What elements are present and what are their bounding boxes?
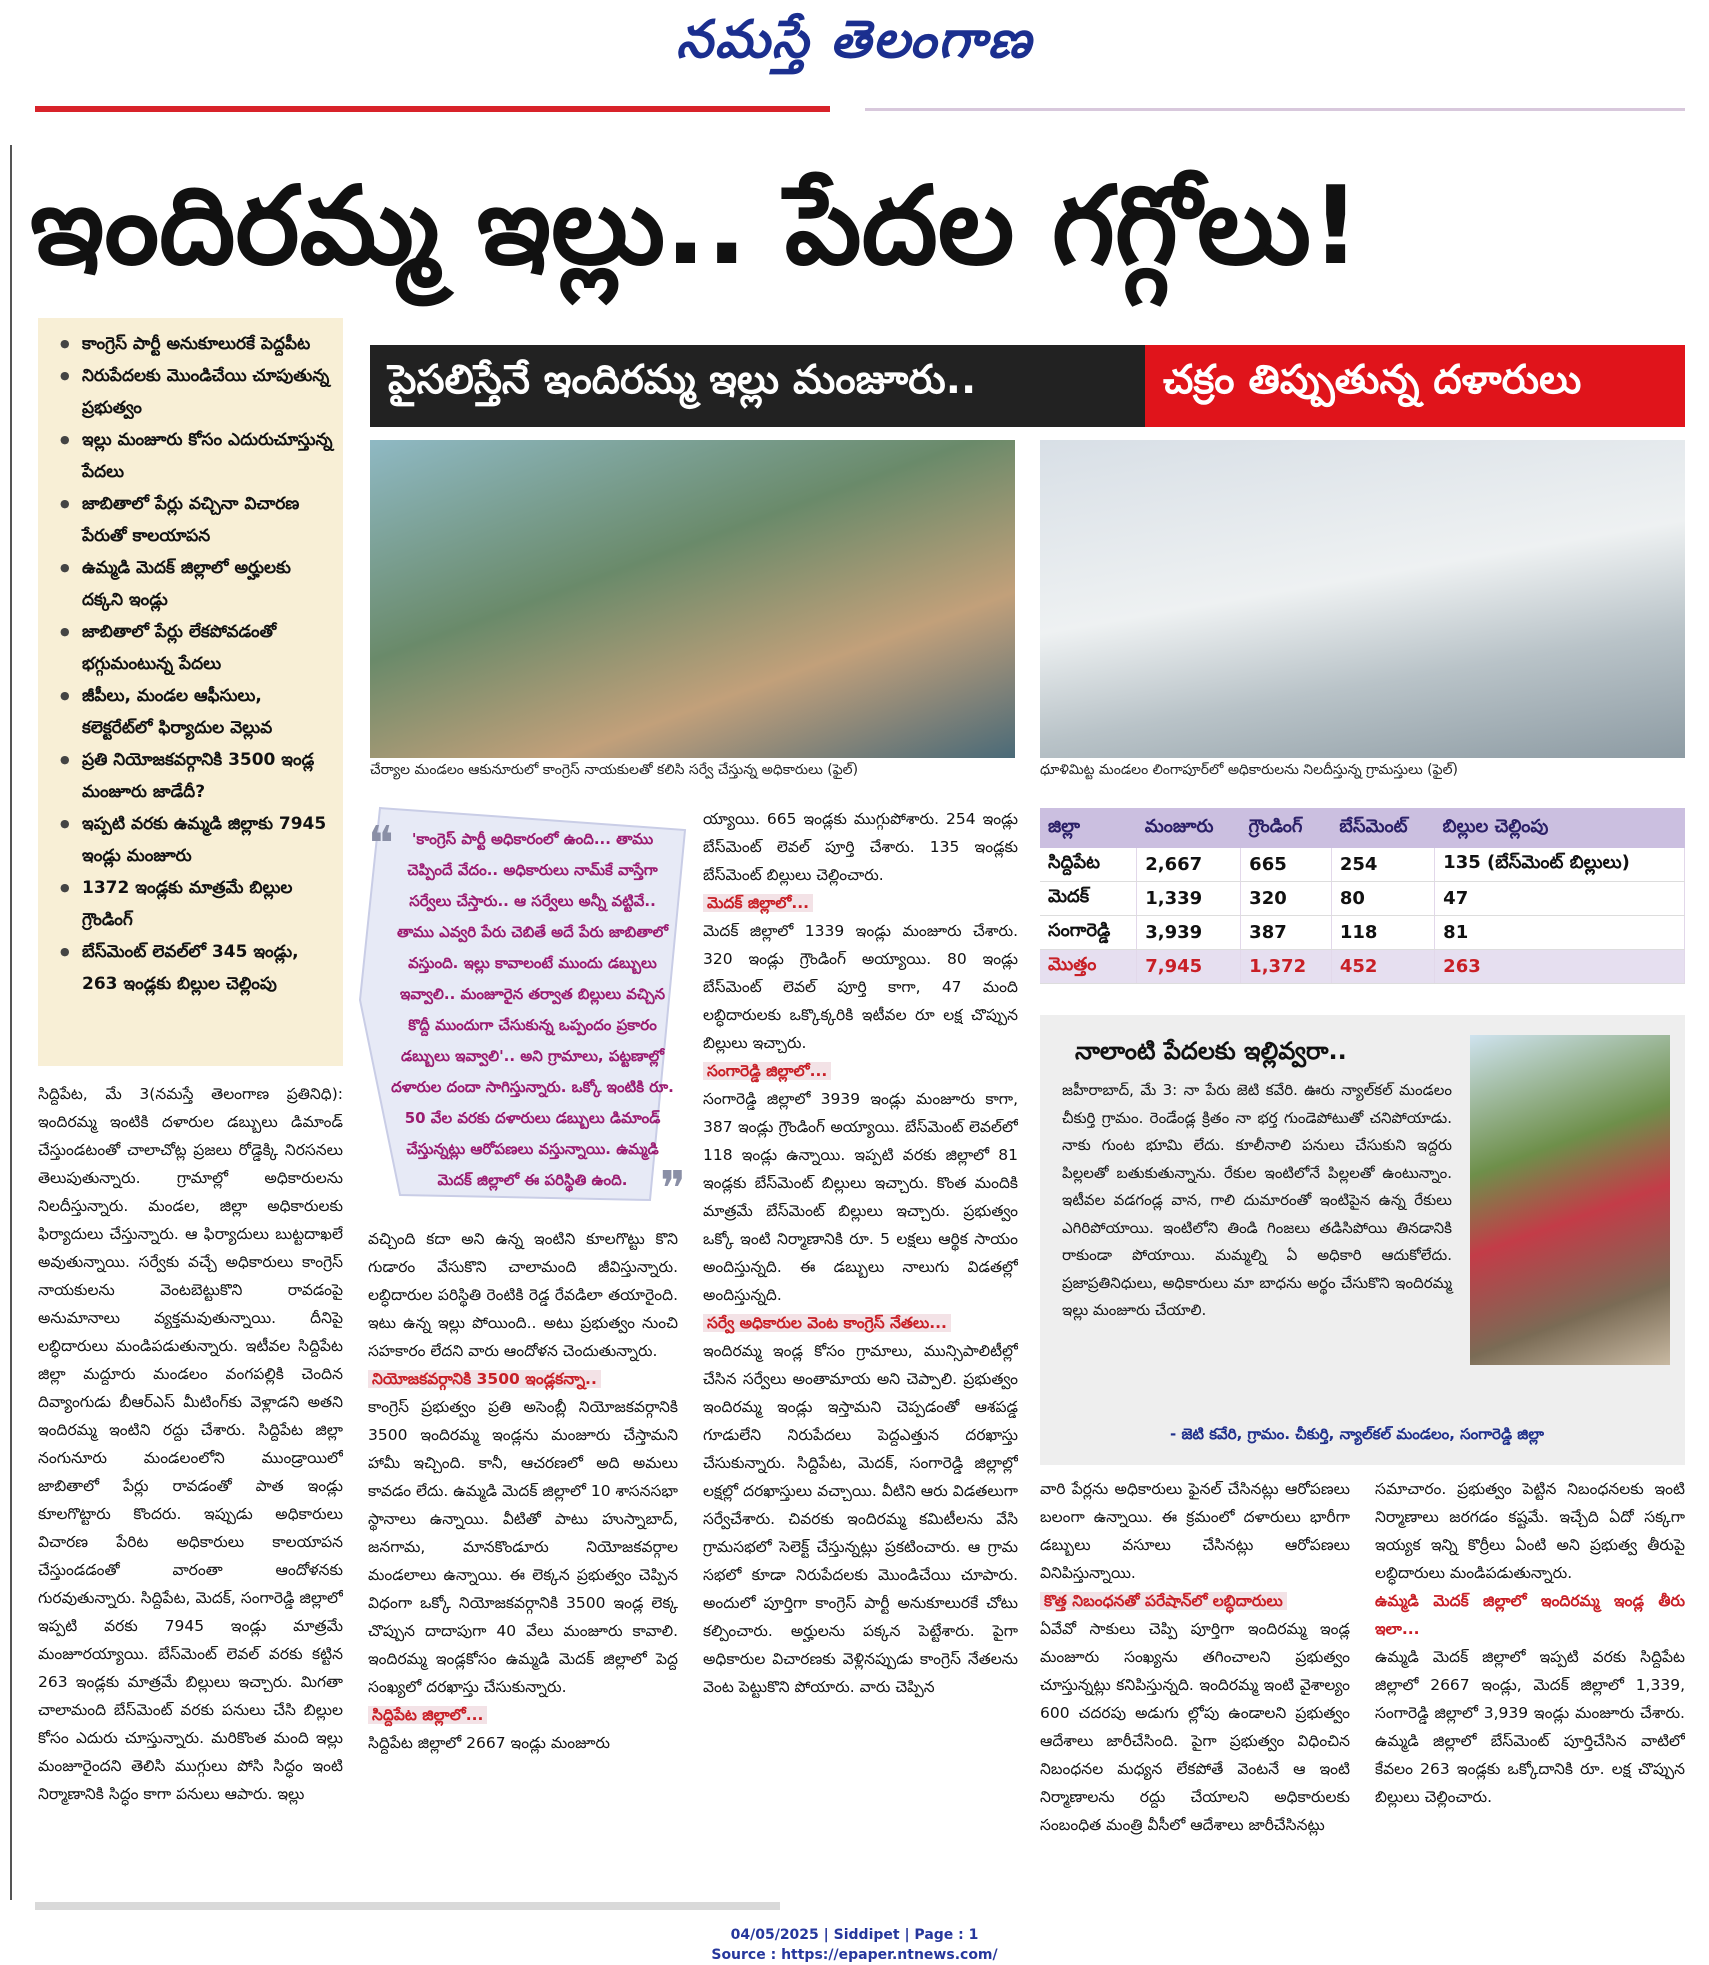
subhead-new-rule: కొత్త నిబంధనతో పరేషాన్‌లో లబ్ధిదారులు (1040, 1592, 1287, 1610)
table-cell: 387 (1241, 916, 1332, 950)
table-total-cell: 1,372 (1241, 950, 1332, 984)
article-column-1 (38, 1080, 343, 1865)
table-cell: మెదక్ (1040, 882, 1137, 916)
article-column-4 (1040, 1475, 1350, 1865)
subheadline-black: పైసలిస్తేనే ఇందిరమ్మ ఇల్లు మంజూరు.. (370, 345, 1145, 427)
table-row (1040, 848, 1685, 882)
article-column-3 (703, 805, 1018, 1865)
table-cell: 135 (బేస్‌మెంట్ బిల్లులు) (1435, 848, 1685, 882)
table-total-row (1040, 950, 1685, 984)
article-text: ఇందిరమ్మ ఇండ్ల కోసం గ్రామాలు, మున్సిపాలిటీల్లో చేసిన సర్వేలు అంతామాయ అని చెప్పాలి. ప్రభుత్వం ఇందిరమ్మ ఇండ్లు ఇస్తామని చెప్పడంతో ఆశపడ్డ గూడులేని నిరుపేదలు పెద్దఎత్తున దరఖాస్తు చేసుకున్నారు. సిద్దిపేట, మెదక్, సంగారెడ్డి జిల్లాల్లో లక్షల్లో దరఖాస్తులు వచ్చాయి. వీటిని ఆరు విడతలుగా సర్వేచేశారు. చివరకు ఇందిరమ్మ కమిటీలను వేసి గ్రామసభలో సెలెక్ట్ చేస్తున్నట్లు ప్రకటించారు. ఆ గ్రామ సభలో కూడా నిరుపేదలకు మొండిచేయి చూపారు. అందులో పూర్తిగా కాంగ్రెస్ పార్టీ అనుకూలురకే చోటు కల్పించారు. అర్హులను పక్కన పెట్టేశారు. పైగా అధికారుల విచారణకు వెళ్లినప్పుడు కాంగ్రెస్ నేతలను వెంట పెట్టుకొని పోయారు. వారు చెప్పిన (703, 1342, 1018, 1696)
page-footer (0, 1925, 1709, 1965)
table-cell: సిద్దిపేట (1040, 848, 1137, 882)
article-text: సమాచారం. ప్రభుత్వం పెట్టిన నిబంధనలకు ఇంటి నిర్మాణాలు జరగడం కష్టమే. ఇచ్చేది ఏదో సక్కగా ఇయ్యక ఇన్ని కొర్రీలు ఏంటి అని ప్రభుత్వ తీరుపై లబ్ధిదారులు మండిపడుతున్నారు. (1375, 1480, 1685, 1582)
photo-left-caption: చేర్యాల మండలం ఆకునూరులో కాంగ్రెస్ నాయకులతో కలిసి సర్వే చేస్తున్న అధికారులు (ఫైల్) (370, 762, 859, 778)
highlight-item: ● ఇప్పటి వరకు ఉమ్మడి జిల్లాకు 7945 ఇండ్లు మంజూరు (60, 808, 335, 872)
article-text: సిద్దిపేట జిల్లాలో 2667 ఇండ్లు మంజూరు (368, 1734, 611, 1752)
photo-villagers-lingapur (1040, 440, 1685, 758)
personal-story-box (1040, 1015, 1685, 1465)
photo-survey-akunuru (370, 440, 1015, 758)
photo-right-caption: ధూళిమిట్ట మండలం లింగాపూర్‌లో అధికారులను నిలదీస్తున్న గ్రామస్తులు (ఫైల్) (1040, 762, 1458, 778)
article-text: వచ్చింది కదా అని ఉన్న ఇంటిని కూలగొట్టు కొని గుడారం వేసుకొని చాలామంది జీవిస్తున్నారు. లబ్ధిదారుల పరిస్థితి రెంటికి రెడ్డ రేవడిలా తయారైంది. ఇటు ఉన్న ఇల్లు పోయింది.. అటు ప్రభుత్వం నుంచి సహకారం లేదని వారు ఆందోళన చెందుతున్నారు. (368, 1230, 678, 1360)
article-text: య్యాయి. 665 ఇండ్లకు ముగ్గుపోశారు. 254 ఇండ్లు బేస్‌మెంట్ లెవల్ పూర్తి చేశారు. 135 ఇండ్లకు బేస్‌మెంట్ బిల్లులు చెల్లించారు. (703, 810, 1018, 884)
table-header-cell: గ్రౌండింగ్ (1241, 808, 1332, 848)
subhead-siddipet: సిద్దిపేట జిల్లాలో... (368, 1706, 487, 1724)
photo-tin-roof-house (1470, 1035, 1670, 1365)
highlight-item: ● ఉమ్మడి మెదక్ జిల్లాలో అర్హులకు దక్కని ఇండ్లు (60, 552, 335, 616)
table-cell: 118 (1331, 916, 1434, 950)
pull-quote-text: 'కాంగ్రెస్ పార్టీ అధికారంలో ఉంది... తాము చెప్పిందే వేదం.. అధికారులు నామ్‌కే వాస్తేగా సర్వేలు చేస్తారు.. ఆ సర్వేలు అన్నీ వట్టివే.. తాము ఎవ్వరి పేరు చెబితే అదే పేరు జాబితాలో వస్తుంది. ఇల్లు కావాలంటే ముందు డబ్బులు ఇవ్వాలి.. మంజూరైన తర్వాత బిల్లులు వచ్చిన కొద్దీ ముందుగా చేసుకున్న ఒప్పందం ప్రకారం డబ్బులు ఇవ్వాలి'.. అని గ్రామాలు, పట్టణాల్లో దళారుల దందా సాగిస్తున్నారు. ఒక్కో ఇంటికి రూ. 50 వేల వరకు దళారులు డబ్బులు డిమాండ్ చేస్తున్నట్లు ఆరోపణలు వస్తున్నాయి. ఉమ్మడి మెదక్ జిల్లాలో ఈ పరిస్థితి ఉంది. (391, 830, 674, 1189)
housing-stats-table (1040, 808, 1685, 984)
article-text: మెదక్ జిల్లాలో 1339 ఇండ్లు మంజూరు చేశారు. 320 ఇండ్లు గ్రౌండింగ్ అయ్యాయి. 80 ఇండ్లు బేస్‌మెంట్ లెవల్ పూర్తి కాగా, 47 మంది లబ్ధిదారులకు ఒక్కొక్కరికి ఇటీవల రూ లక్ష చొప్పున బిల్లులు ఇచ్చారు. (703, 922, 1018, 1052)
table-row (1040, 882, 1685, 916)
svg-text:❞: ❞ (660, 1161, 686, 1217)
story-byline: - జెటి కవేరి, గ్రామం. చీకుర్తి, న్యాల్‌కల్ మండలం, సంగారెడ్డి జిల్లా (1170, 1425, 1544, 1443)
masthead-logo: నమస్తే తెలంగాణ (676, 10, 1033, 70)
article-text: సిద్దిపేట, మే 3(నమస్తే తెలంగాణ ప్రతినిధి): ఇందిరమ్మ ఇంటికి దళారుల డబ్బులు డిమాండ్ చేస్తుండటంతో చాలాచోట్ల ప్రజలు రోడ్డెక్కి నిరసనలు తెలుపుతున్నారు. గ్రామాల్లో అధికారులను నిలదీస్తున్నారు. మండల, జిల్లా అధికారులకు ఫిర్యాదులు చేస్తున్నారు. ఆ ఫిర్యాదులు బుట్టదాఖలే అవుతున్నాయి. సర్వేకు వచ్చే అధికారులు కాంగ్రెస్ నాయకులను వెంటబెట్టుకొని రావడంపై అనుమానాలు వ్యక్తమవుతున్నాయి. దీనిపై లబ్ధిదారులు మండిపడుతున్నారు. ఇటీవల సిద్దిపేట జిల్లా మద్దూరు మండలం వంగపల్లికి చెందిన దివ్యాంగుడు బీఆర్‌ఎస్ మీటింగ్‌కు వెళ్లాడని అతని ఇందిరమ్మ ఇంటిని రద్దు చేశారు. సిద్దిపేట జిల్లా నంగునూరు మండలంలోని ముండ్రాయిలో జాబితాలో పేర్లు రావడంతో పాత ఇండ్లు కూలగొట్టారు కొందరు. ఇప్పుడు అధికారులు విచారణ పేరిట అధికారులు కాలయాపన చేస్తుండడంతో వారంతా ఆందోళనకు గురవుతున్నారు. సిద్దిపేట, మెదక్, సంగారెడ్డి జిల్లాలో ఇప్పటి వరకు 7945 ఇండ్లు మాత్రమే మంజూరయ్యాయి. బేస్‌మెంట్ లెవల్ వరకు కట్టిన 263 ఇండ్లకు మాత్రమే బిల్లులు ఇచ్చారు. మిగతా చాలామంది బేస్‌మెంట్ వరకు పనులు చేసి బిల్లుల కోసం ఎదురు చూస్తున్నారు. మరికొంత మంది ఇల్లు మంజూరైందని తెలిసి ముగ్గులు పోసి సిద్ధం ఇంటి నిర్మాణానికి సిద్ధం కాగా పనులు ఆపారు. ఇల్లు (38, 1085, 343, 1803)
subhead-medak: మెదక్ జిల్లాలో... (703, 894, 813, 912)
footer-source: Source : https://epaper.ntnews.com/ (711, 1947, 998, 1963)
highlights-box (38, 318, 343, 1066)
article-text: సంగారెడ్డి జిల్లాలో 3939 ఇండ్లు మంజూరు కాగా, 387 ఇండ్లు గ్రౌండింగ్ అయ్యాయి. బేస్‌మెంట్ లెవల్‌లో 118 ఇండ్లు ఉన్నాయి. ఇప్పటి వరకు జిల్లాలో 81 ఇండ్లకు బేస్‌మెంట్ బిల్లులు ఇచ్చారు. కొంత మందికి మాత్రమే బేస్‌మెంట్ బిల్లులు ఇచ్చారు. ప్రభుత్వం ఒక్కో ఇంటి నిర్మాణానికి రూ. 5 లక్షలు ఆర్థిక సాయం అందిస్తున్నది. ఈ డబ్బులు నాలుగు విడతల్లో అందిస్తున్నది. (703, 1090, 1018, 1304)
table-total-cell: 7,945 (1137, 950, 1241, 984)
table-cell: 320 (1241, 882, 1332, 916)
highlight-item: ● జాబితాలో పేర్లు వచ్చినా విచారణ పేరుతో కాలయాపన (60, 488, 335, 552)
page-headline: ఇందిరమ్మ ఇల్లు.. పేదల గగ్గోలు! (30, 164, 1361, 289)
table-body (1040, 848, 1685, 984)
table-cell: 3,939 (1137, 916, 1241, 950)
table-header-cell: మంజూరు (1137, 808, 1241, 848)
table-header-row (1040, 808, 1685, 848)
highlights-list (46, 328, 335, 1000)
pull-quote (350, 800, 710, 1220)
highlight-item: ● బేస్‌మెంట్ లెవల్‌లో 345 ఇండ్లు, 263 ఇండ్లకు బిల్లుల చెల్లింపు (60, 936, 335, 1000)
table-row (1040, 916, 1685, 950)
table-header-cell: బేస్‌మెంట్ (1331, 808, 1434, 848)
article-text: ఏవేవో సాకులు చెప్పి పూర్తిగా ఇందిరమ్మ ఇండ్ల మంజూరు సంఖ్యను తగించాలని ప్రభుత్వం చూస్తున్నట్లు కనిపిస్తున్నది. ఇందిరమ్మ ఇంటి వైశాల్యం 600 చదరపు అడుగు ల్లోపు ఉండాలని ప్రభుత్వం ఆదేశాలు జారీచేసింది. పైగా ప్రభుత్వం విధించిన నిబంధనల మధ్యన లేకపోతే వెంటనే ఆ ఇంటి నిర్మాణాలను రద్దు చేయాలని అధికారులకు సంబంధిత మంత్రి వీసీలో ఆదేశాలు జారీచేసినట్లు (1040, 1620, 1350, 1834)
bottom-grey-rule (35, 1902, 780, 1910)
table-cell: సంగారెడ్డి (1040, 916, 1137, 950)
article-text: కాంగ్రెస్ ప్రభుత్వం ప్రతి అసెంబ్లీ నియోజకవర్గానికి 3500 ఇందిరమ్మ ఇండ్లను మంజూరు చేస్తామని హామీ ఇచ్చింది. కానీ, ఆచరణలో అది అమలు కావడం లేదు. ఉమ్మడి మెదక్ జిల్లాలో 10 శాసనసభా స్థానాలు ఉన్నాయి. వీటితో పాటు హుస్నాబాద్, జనగామ, మానకొండూరు నియోజకవర్గాల మండలాలు ఉన్నాయి. ఈ లెక్కన ప్రభుత్వం చెప్పిన విధంగా ఒక్కో నియోజకవర్గానికి 3500 ఇండ్ల లెక్క చొప్పున దాదాపుగా 40 వేలు మంజూరు కావాలి. ఇందిరమ్మ ఇండ్లకోసం ఉమ్మడి మెదక్ జిల్లాలో పెద్ద సంఖ్యలో దరఖాస్తు చేసుకున్నారు. (368, 1398, 678, 1696)
subhead-3500-homes: నియోజకవర్గానికి 3500 ఇండ్లకన్నా.. (368, 1370, 601, 1388)
article-text: వారి పేర్లను అధికారులు ఫైనల్ చేసినట్లు ఆరోపణలు బలంగా ఉన్నాయి. ఈ క్రమంలో దళారులు భారీగా డబ్బులు వసూలు చేసినట్లు ఆరోపణలు వినిపిస్తున్నాయి. (1040, 1480, 1350, 1582)
article-column-5 (1375, 1475, 1685, 1865)
highlight-item: ● జాబితాలో పేర్లు లేకపోవడంతో భగ్గుమంటున్న పేదలు (60, 616, 335, 680)
subheadline-red: చక్రం తిప్పుతున్న దళారులు (1145, 345, 1685, 427)
svg-text:❝: ❝ (368, 816, 394, 872)
table-total-cell: 452 (1331, 950, 1434, 984)
table-cell: 1,339 (1137, 882, 1241, 916)
table-total-cell: 263 (1435, 950, 1685, 984)
story-body: జహీరాబాద్, మే 3: నా పేరు జెటి కవేరి. ఊరు న్యాల్‌కల్ మండలం చీకుర్తి గ్రామం. రెండేండ్ల క్రితం నా భర్త గుండెపోటుతో చనిపోయాడు. నాకు గుంట భూమి లేదు. కూలీనాలి పనులు చేసుకుని ఇద్దరు పిల్లలతో బతుకుతున్నాను. రేకుల ఇంటిలోనే పిల్లలతో ఉంటున్నాం. ఇటీవల వడగండ్ల వాన, గాలి దుమారంతో ఇంటిపైన ఉన్న రేకులు ఎగిరిపోయాయి. ఇంటిలోని తిండి గింజలు తడిసిపోయి తినడానికి రాకుండా పోయాయి. మమ్మల్ని ఏ అధికారి ఆదుకోలేదు. ప్రజాప్రతినిధులు, అధికారులు మా బాధను అర్థం చేసుకొని ఇందిరమ్మ ఇల్లు మంజూరు చేయాలి. (1062, 1081, 1452, 1319)
table-header-cell: జిల్లా (1040, 808, 1137, 848)
highlight-item: ● 1372 ఇండ్లకు మాత్రమే బిల్లుల గ్రౌండింగ్ (60, 872, 335, 936)
table-cell: 254 (1331, 848, 1434, 882)
highlight-item: ● నిరుపేదలకు మొండిచేయి చూపుతున్న ప్రభుత్వం (60, 360, 335, 424)
subhead-medak-status: ఉమ్మడి మెదక్ జిల్లాలో ఇందిరమ్మ ఇండ్ల తీరు ఇలా... (1375, 1592, 1685, 1638)
masthead-red-rule (35, 106, 830, 112)
story-title: నాలాంటి పేదలకు ఇల్లివ్వరా.. (1075, 1037, 1347, 1065)
footer-date-edition: 04/05/2025 | Siddipet | Page : 1 (730, 1927, 979, 1943)
table-cell: 47 (1435, 882, 1685, 916)
highlight-item: ● కాంగ్రెస్ పార్టీ అనుకూలురకే పెద్దపీట (60, 328, 335, 360)
article-column-2 (368, 1225, 678, 1865)
table-header-cell: బిల్లుల చెల్లింపు (1435, 808, 1685, 848)
table-cell: 80 (1331, 882, 1434, 916)
masthead-lavender-rule (865, 108, 1685, 111)
table-total-cell: మొత్తం (1040, 950, 1137, 984)
subhead-sangareddy: సంగారెడ్డి జిల్లాలో... (703, 1062, 831, 1080)
table-cell: 81 (1435, 916, 1685, 950)
article-text: ఉమ్మడి మెదక్ జిల్లాలో ఇప్పటి వరకు సిద్దిపేట జిల్లాలో 2667 ఇండ్లు, మెదక్ జిల్లాలో 1,339, సంగారెడ్డి జిల్లాలో 3,939 ఇండ్లు మంజూరు చేశారు. ఉమ్మడి జిల్లాలో బేస్‌మెంట్ పూర్తిచేసిన వాటిలో కేవలం 263 ఇండ్లకు ఒక్కోదానికి రూ. లక్ష చొప్పున బిల్లులు చెల్లించారు. (1375, 1648, 1685, 1806)
highlight-item: ● ప్రతి నియోజకవర్గానికి 3500 ఇండ్ల మంజూరు జాడేదీ? (60, 744, 335, 808)
table-cell: 2,667 (1137, 848, 1241, 882)
table-cell: 665 (1241, 848, 1332, 882)
highlight-item: ● జీపీలు, మండల ఆఫీసులు, కలెక్టరేట్‌లో ఫిర్యాదుల వెల్లువ (60, 680, 335, 744)
highlight-item: ● ఇల్లు మంజూరు కోసం ఎదురుచూస్తున్న పేదలు (60, 424, 335, 488)
subhead-survey-congress: సర్వే అధికారుల వెంట కాంగ్రెస్ నేతలు... (703, 1314, 951, 1332)
page-left-border (10, 145, 12, 1900)
